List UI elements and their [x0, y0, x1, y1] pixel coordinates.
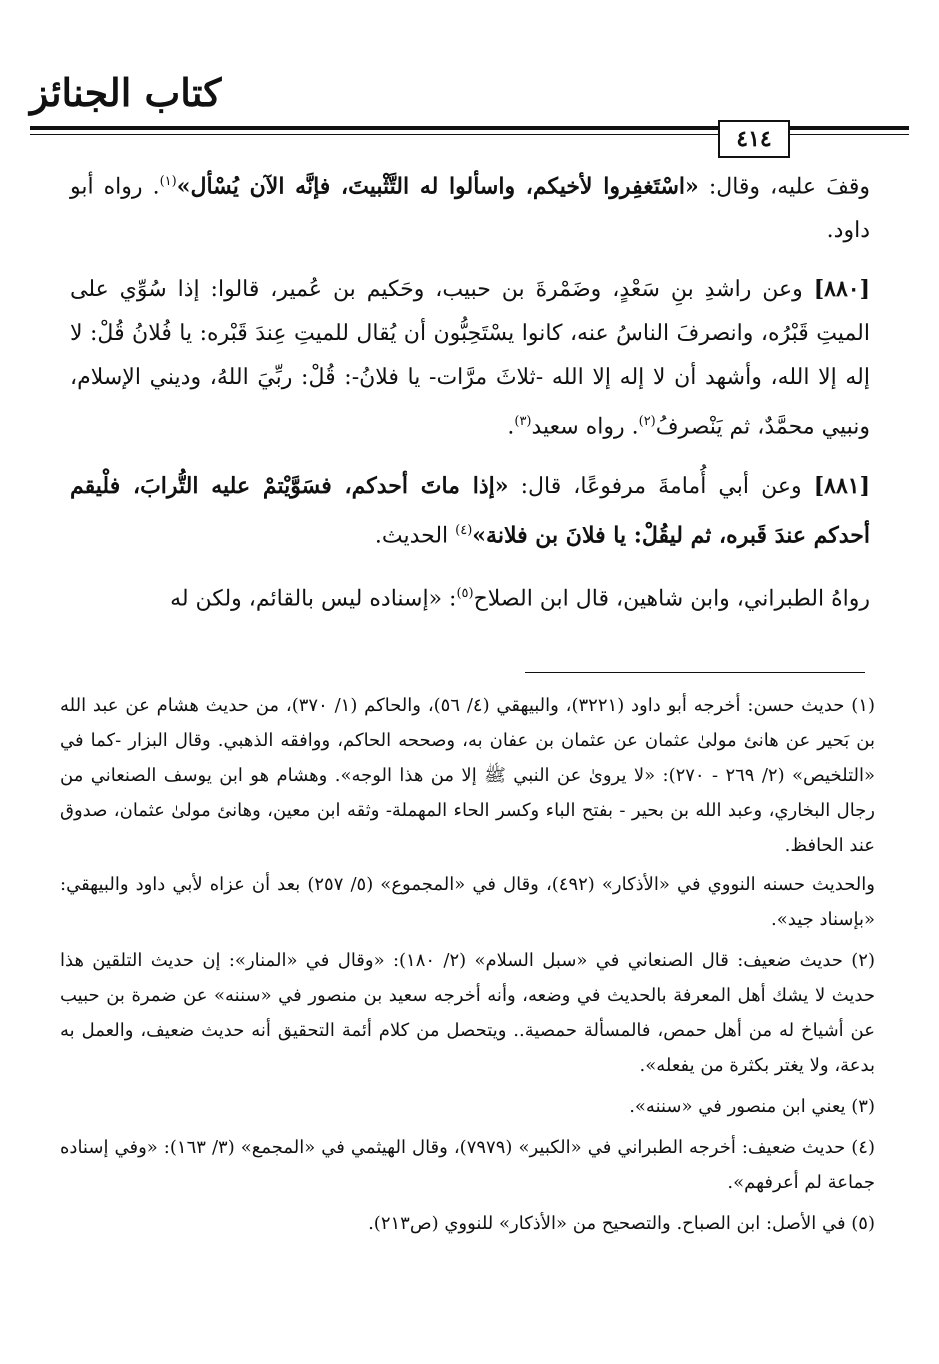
hadith-number: [٨٨١] — [813, 472, 870, 499]
hadith-number: [٨٨٠] — [813, 276, 870, 303]
footnote-ref: (١) — [159, 174, 177, 189]
footnote-ref: (٤) — [455, 522, 473, 538]
footnote-5: (٥) في الأصل: ابن الصباح. والتصحيح من «الأذكار» للنووي (ص٢١٣). — [368, 1213, 875, 1234]
text-run: . — [507, 414, 515, 440]
text-run: وعن أبي أُمامةَ مرفوعًا، قال: — [508, 473, 802, 499]
footnote-1: (١) حديث حسن: أخرجه أبو داود (٣٢٢١)، والبيهقي (٤/ ٥٦)، والحاكم (١/ ٣٧٠)، من حديث هشام عن عبد الله بن بَحير عن هانئ مولىٰ عثمان عن عثمان بن عفان به، وصححه الحاكم، ووافقه الذهبي. وقال البزار -كما في «التلخيص» (٢/ ٢٦٩ - ٢٧٠): «لا يروىٰ عن النبي ﷺ إلا من هذا الوجه». وهشام هو ابن يوسف الصنعاني من رجال البخاري، وعبد الله بن بحير - بفتح الباء وكسر الحاء المهملة- وثقه ابن معين، وهانئ مولىٰ عثمان، صدوق عند الحافظ. — [60, 695, 875, 856]
page-number: ٤١٤ — [718, 120, 790, 158]
hadith-880 — [70, 267, 870, 449]
text-run: وقفَ عليه، وقال: — [698, 174, 871, 200]
text-run: رواهُ الطبراني، وابن شاهين، قال ابن الصلاح — [473, 586, 870, 612]
footnote-2: (٢) حديث ضعيف: قال الصنعاني في «سبل السلام» (٢/ ١٨٠): «وقال في «المنار»: إن حديث التلقين هذا حديث لا يشك أهل المعرفة بالحديث في وضعه، وأنه أخرجه سعيد بن منصور في «سننه» عن ضمرة بن حبيب عن أشياخ له من أهل حمص، فالمسألة حمصية.. ويتحصل من كلام أئمة التحقيق أنه حديث ضعيف، والعمل به بدعة، ولا يغتر بكثرة من يفعله». — [60, 950, 875, 1076]
text-run: . رواه سعيد — [531, 414, 639, 440]
footnote-1-continued: والحديث حسنه النووي في «الأذكار» (٤٩٢)، وقال في «المجموع» (٥/ ٢٥٧) بعد أن عزاه لأبي داود والبيهقي: «بإسناد جيد». — [60, 874, 875, 930]
footnotes — [60, 688, 875, 1247]
hadith-881 — [70, 464, 870, 558]
text-run: . رواه أبو داود. — [70, 174, 870, 244]
footnote-3: (٣) يعني ابن منصور في «سننه». — [629, 1096, 875, 1117]
main-text — [70, 160, 870, 635]
text-run: : «إسناده ليس بالقائم، ولكن له — [170, 586, 457, 612]
footnote-ref: (٣) — [514, 414, 532, 430]
hadith-quote: «إذا ماتَ أحدكم، فسَوَّيْتمْ عليه التُّرابَ، فلْيقم أحدكم عندَ قَبره، ثم ليقُلْ: يا فلانَ بن فلانة» — [70, 472, 870, 548]
text-run: الحديث. — [374, 522, 456, 548]
book-title: كتاب الجنائز — [30, 70, 222, 115]
footnote-ref: (٢) — [638, 414, 656, 430]
paragraph-takhrij — [70, 572, 870, 621]
hadith-text: وعن راشدِ بنِ سَعْدٍ، وضَمْرةَ بن حبيب، وحَكيم بن عُمير، قالوا: إذا سُوِّي على الميتِ قَبْرُه، وانصرفَ الناسُ عنه، كانوا يسْتَحِبُّون أن يُقال للميتِ عِندَ قَبْره: يا فُلانُ قُلْ: لا إله إلا الله، وأشهد أن لا إله إلا الله -ثلاثَ مرَّات- يا فلانُ-: قُلْ: ربِّيَ اللهُ، وديني الإسلام، ونبيي محمَّدٌ، ثم يَنْصرفُ — [70, 277, 870, 440]
footnote-divider — [525, 672, 865, 673]
hadith-quote: «اسْتَغفِروا لأخيكم، واسألوا له التَّثْبيتَ، فإنَّه الآن يُسْأل» — [176, 173, 699, 200]
paragraph-continuation — [70, 160, 870, 253]
footnote-4: (٤) حديث ضعيف: أخرجه الطبراني في «الكبير» (٧٩٧٩)، وقال الهيثمي في «المجمع» (٣/ ١٦٣): «وفي إسناده جماعة لم أعرفهم». — [60, 1137, 875, 1193]
footnote-ref: (٥) — [456, 585, 474, 601]
